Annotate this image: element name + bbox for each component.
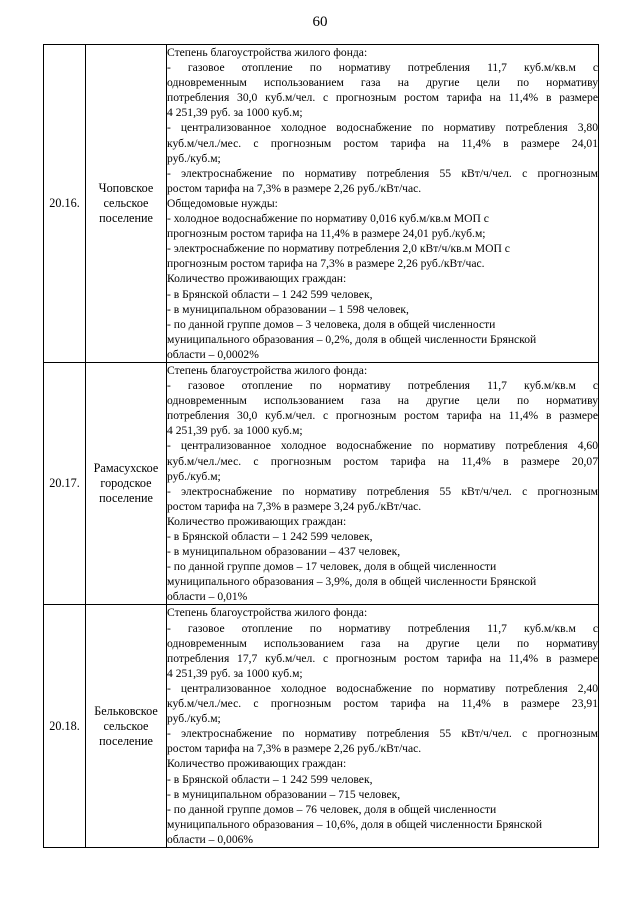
row-content bbox=[167, 362, 599, 605]
content-line: - по данной группе домов – 76 человек, доля в общей численности bbox=[167, 802, 497, 816]
table-row bbox=[44, 45, 599, 363]
content-line: - централизованное холодное водоснабжение по нормативу потребления 2,40 bbox=[167, 681, 598, 695]
content-line: - электроснабжение по нормативу потребления 55 кВт/ч/чел. с прогнозным bbox=[167, 484, 598, 498]
row-content bbox=[167, 45, 599, 363]
row-content bbox=[167, 605, 599, 848]
page-number: 60 bbox=[312, 14, 328, 30]
row-number: 20.18. bbox=[44, 605, 86, 848]
content-line: - электроснабжение по нормативу потребления 55 кВт/ч/чел. с прогнозным bbox=[167, 166, 598, 180]
content-line: - в Брянской области – 1 242 599 человек, bbox=[167, 287, 373, 301]
content-line: области – 0,006% bbox=[167, 832, 254, 846]
content-line: Количество проживающих граждан: bbox=[167, 514, 347, 528]
content-line: - газовое отопление по нормативу потребления 11,7 куб.м/кв.м с bbox=[167, 379, 598, 393]
tariff-table bbox=[43, 44, 599, 848]
content-line: куб.м/чел./мес. с прогнозным ростом тарифа на 11,4% в размере 20,07 bbox=[167, 454, 598, 468]
content-line: Общедомовые нужды: bbox=[167, 196, 278, 210]
content-line: - электроснабжение по нормативу потребления 2,0 кВт/ч/кв.м МОП с bbox=[167, 242, 510, 256]
content-line: - холодное водоснабжение по нормативу 0,016 куб.м/кв.м МОП с bbox=[167, 212, 489, 226]
content-line: Степень благоустройства жилого фонда: bbox=[167, 606, 368, 620]
settlement-name bbox=[86, 362, 167, 605]
content-line: 4 251,39 руб. за 1000 куб.м; bbox=[167, 666, 303, 680]
content-line: - в муниципальном образовании – 1 598 человек, bbox=[167, 302, 409, 316]
content-line: 4 251,39 руб. за 1000 куб.м; bbox=[167, 106, 303, 120]
content-line: области – 0,0002% bbox=[167, 347, 259, 361]
content-line: потребления 30,0 куб.м/чел. с прогнозным ростом тарифа на 11,4% в размере bbox=[167, 91, 598, 105]
content-line: - электроснабжение по нормативу потребления 55 кВт/ч/чел. с прогнозным bbox=[167, 727, 598, 741]
content-line: потребления 30,0 куб.м/чел. с прогнозным ростом тарифа на 11,4% в размере bbox=[167, 409, 598, 423]
content-line: куб.м/чел./мес. с прогнозным ростом тарифа на 11,4% в размере 23,91 bbox=[167, 697, 598, 711]
settlement-name-line: Чоповское bbox=[98, 180, 154, 195]
settlement-name bbox=[86, 45, 167, 363]
content-line: ростом тарифа на 7,3% в размере 2,26 руб./кВт/час. bbox=[167, 742, 422, 756]
content-line: одновременным использованием газа на другие цели по нормативу bbox=[167, 636, 598, 650]
content-line: муниципального образования – 0,2%, доля в общей численности Брянской bbox=[167, 332, 537, 346]
settlement-name-line: поселение bbox=[99, 733, 153, 748]
content-line: руб./куб.м; bbox=[167, 469, 221, 483]
content-line: - по данной группе домов – 17 человек, доля в общей численности bbox=[167, 560, 497, 574]
content-line: - централизованное холодное водоснабжение по нормативу потребления 3,80 bbox=[167, 121, 598, 135]
content-line: Степень благоустройства жилого фонда: bbox=[167, 363, 368, 377]
content-line: ростом тарифа на 7,3% в размере 2,26 руб./кВт/час. bbox=[167, 181, 422, 195]
row-number: 20.16. bbox=[44, 45, 86, 363]
content-line: 4 251,39 руб. за 1000 куб.м; bbox=[167, 424, 303, 438]
settlement-name-line: поселение bbox=[99, 491, 153, 506]
content-line: муниципального образования – 10,6%, доля в общей численности Брянской bbox=[167, 817, 543, 831]
content-line: одновременным использованием газа на другие цели по нормативу bbox=[167, 76, 598, 90]
content-line: руб./куб.м; bbox=[167, 151, 221, 165]
settlement-name-line: городское bbox=[100, 476, 152, 491]
content-line: Количество проживающих граждан: bbox=[167, 757, 347, 771]
settlement-name-line: Рамасухское bbox=[93, 461, 159, 476]
content-line: - в муниципальном образовании – 437 человек, bbox=[167, 545, 401, 559]
content-line: ростом тарифа на 7,3% в размере 3,24 руб./кВт/час. bbox=[167, 499, 422, 513]
content-line: куб.м/чел./мес. с прогнозным ростом тарифа на 11,4% в размере 24,01 bbox=[167, 136, 598, 150]
content-line: Степень благоустройства жилого фонда: bbox=[167, 46, 368, 59]
content-line: потребления 17,7 куб.м/чел. с прогнозным ростом тарифа на 11,4% в размере bbox=[167, 651, 598, 665]
row-number: 20.17. bbox=[44, 362, 86, 605]
table-row bbox=[44, 605, 599, 848]
content-line: прогнозным ростом тарифа на 7,3% в размере 2,26 руб./кВт/час. bbox=[167, 257, 485, 271]
content-line: муниципального образования – 3,9%, доля в общей численности Брянской bbox=[167, 575, 537, 589]
content-line: Количество проживающих граждан: bbox=[167, 272, 347, 286]
content-line: - газовое отопление по нормативу потребления 11,7 куб.м/кв.м с bbox=[167, 61, 598, 75]
content-line: - в муниципальном образовании – 715 человек, bbox=[167, 787, 401, 801]
settlement-name-line: поселение bbox=[99, 210, 153, 225]
table-row bbox=[44, 362, 599, 605]
content-line: - централизованное холодное водоснабжение по нормативу потребления 4,60 bbox=[167, 439, 598, 453]
content-line: - по данной группе домов – 3 человека, доля в общей численности bbox=[167, 317, 496, 331]
content-line: руб./куб.м; bbox=[167, 712, 221, 726]
settlement-name-line: сельское bbox=[103, 718, 149, 733]
content-line: - в Брянской области – 1 242 599 человек, bbox=[167, 530, 373, 543]
content-line: - в Брянской области – 1 242 599 человек, bbox=[167, 772, 373, 786]
content-line: - газовое отопление по нормативу потребления 11,7 куб.м/кв.м с bbox=[167, 621, 598, 635]
settlement-name-line: сельское bbox=[103, 195, 149, 210]
content-line: прогнозным ростом тарифа на 11,4% в размере 24,01 руб./куб.м; bbox=[167, 227, 486, 241]
content-line: области – 0,01% bbox=[167, 590, 248, 604]
settlement-name-line: Бельковское bbox=[94, 703, 158, 718]
content-line: одновременным использованием газа на другие цели по нормативу bbox=[167, 394, 598, 408]
settlement-name bbox=[86, 605, 167, 848]
